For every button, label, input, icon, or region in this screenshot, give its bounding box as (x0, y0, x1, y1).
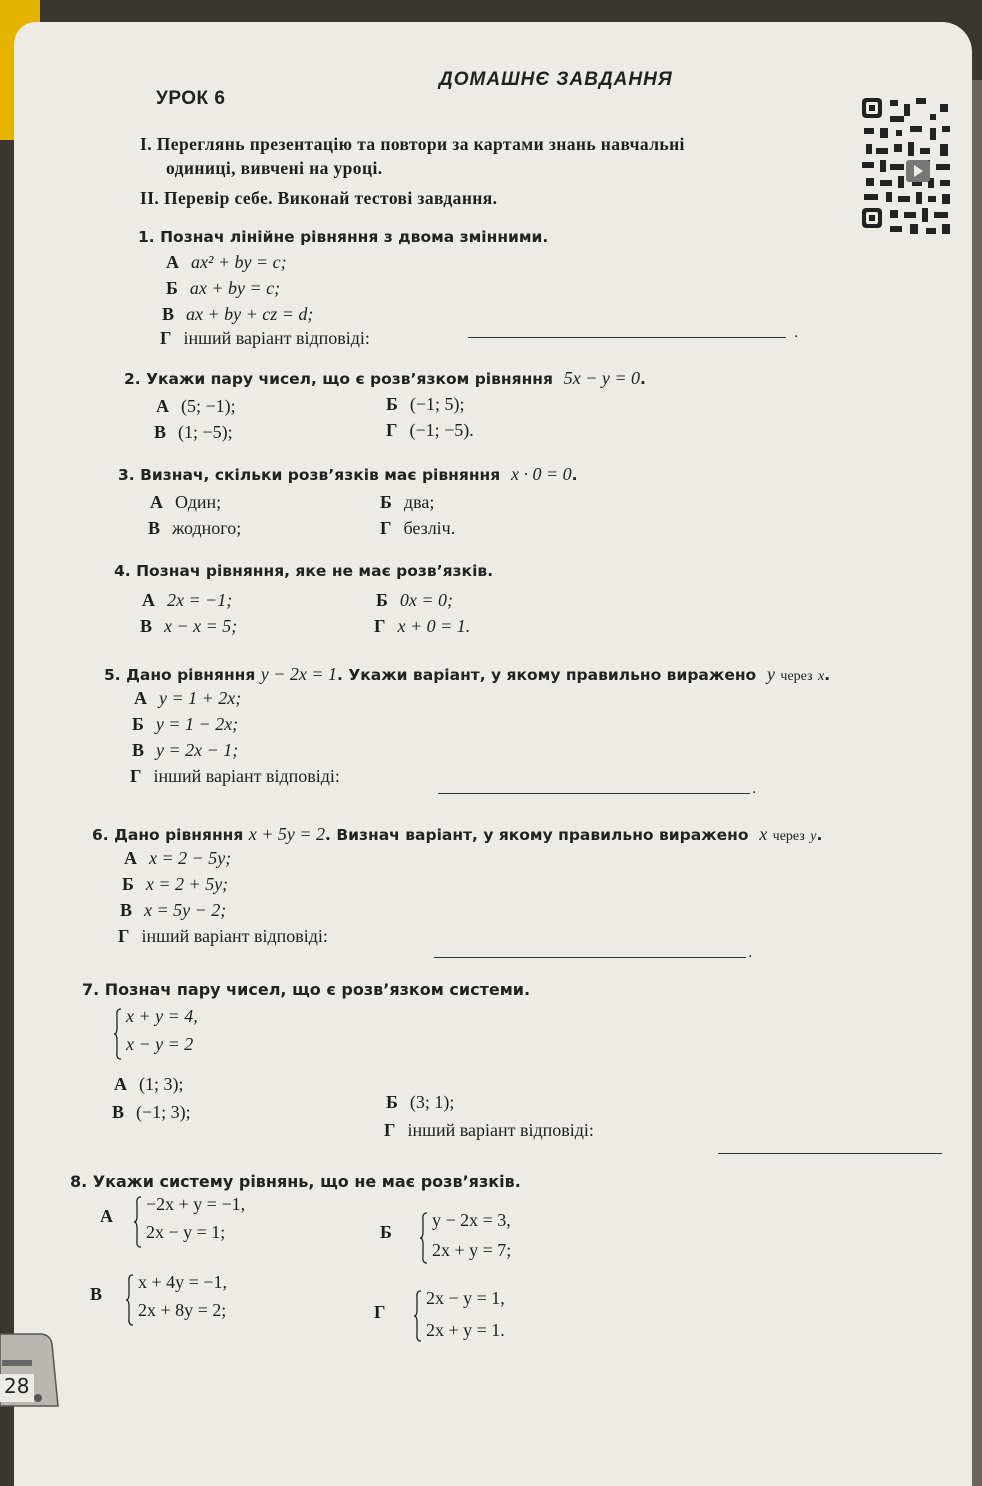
q5-option-b: Б y = 1 − 2x; (132, 714, 239, 734)
question-6: 6. Дано рівняння x + 5y = 2. Визнач варіант, у якому правильно виражено x через y. (92, 824, 823, 844)
q7-option-a: А (1; 3); (114, 1074, 184, 1094)
q7-option-c: В (−1; 3); (112, 1102, 191, 1122)
question-4: 4. Познач рівняння, яке не має розв’язків. (114, 562, 494, 580)
q8-option-d-letter: Г (374, 1302, 386, 1322)
q2-option-a: А (5; −1); (156, 396, 236, 416)
q6-option-a: А x = 2 − 5y; (124, 848, 232, 868)
q1-option-b: Б ax + by = c; (166, 278, 281, 298)
q3-option-c: В жодного; (148, 518, 242, 538)
q1-option-a: А ax² + by = c; (166, 252, 287, 272)
section-1-line-1: І. Переглянь презентацію та повтори за картами знань навчальні (140, 134, 685, 154)
q5-option-c: В y = 2x − 1; (132, 740, 239, 760)
q1-option-d: Г інший варіант відповіді: (160, 328, 370, 348)
qr-code-icon (860, 94, 954, 244)
q8-option-c-system: x + 4y = −1, 2x + 8y = 2; (126, 1272, 306, 1328)
q5-option-d: Г інший варіант відповіді: (130, 766, 340, 786)
q8-option-c-letter: В (90, 1284, 103, 1304)
q4-option-c: В x − x = 5; (140, 616, 238, 636)
question-1: 1. Познач лінійне рівняння з двома змінними. (138, 228, 549, 246)
section-1-line-2: одиниці, вивчені на уроці. (166, 158, 383, 178)
q7-option-d: Г інший варіант відповіді: (384, 1120, 594, 1140)
q4-option-a: А 2x = −1; (142, 590, 233, 610)
q2-option-b: Б (−1; 5); (386, 394, 465, 414)
q2-option-c: В (1; −5); (154, 422, 233, 442)
q3-option-a: А Один; (150, 492, 222, 512)
q8-option-a-letter: А (100, 1206, 113, 1226)
q6-option-b: Б x = 2 + 5y; (122, 874, 229, 894)
q1-option-c: В ax + by + cz = d; (162, 304, 314, 324)
q8-option-b-system: y − 2x = 3, 2x + y = 7; (420, 1210, 600, 1266)
q7-answer-line[interactable] (718, 1152, 942, 1154)
q5-option-a: А y = 1 + 2x; (134, 688, 242, 708)
question-5: 5. Дано рівняння y − 2x = 1. Укажи варіант, у якому правильно виражено y через x. (104, 664, 831, 684)
lesson-number: УРОК 6 (156, 88, 226, 109)
q8-option-d-system: 2x − y = 1, 2x + y = 1. (414, 1288, 594, 1346)
q3-option-d: Г безліч. (380, 518, 456, 538)
q8-option-b-letter: Б (380, 1222, 392, 1242)
q2-option-d: Г (−1; −5). (386, 420, 474, 440)
q4-option-d: Г x + 0 = 1. (374, 616, 471, 636)
q6-option-d: Г інший варіант відповіді: (118, 926, 328, 946)
page-number: 28 (4, 1374, 30, 1398)
q4-option-b: Б 0x = 0; (376, 590, 454, 610)
q7-system: x + y = 4, x − y = 2 (114, 1006, 274, 1062)
section-2: ІІ. Перевір себе. Виконай тестові завдання. (140, 188, 498, 208)
q5-answer-line[interactable] (438, 792, 750, 794)
page-number-badge (0, 1330, 60, 1410)
q8-option-a-system: −2x + y = −1, 2x − y = 1; (134, 1194, 314, 1250)
q1-answer-line[interactable] (468, 336, 786, 338)
question-7: 7. Познач пару чисел, що є розв’язком системи. (82, 980, 531, 999)
q6-answer-line[interactable] (434, 956, 746, 958)
question-8: 8. Укажи систему рівнянь, що не має розв’язків. (70, 1172, 521, 1191)
question-2: 2. Укажи пару чисел, що є розв’язком рівняння 5x − y = 0. (124, 368, 646, 388)
q3-option-b: Б два; (380, 492, 435, 512)
q7-option-b: Б (3; 1); (386, 1092, 455, 1112)
workbook-page: УРОК 6 ДОМАШНЄ ЗАВДАННЯ І. Переглянь презентацію та повтори за картами знань навчальні одиниці, вивчені на уроці. ІІ. Перевір себе. Виконай тестові завдання. 1. Познач лінійне рівняння з двома змінними. А ax² + by = c; Б ax + by = c; В ax + by + cz = d; Г інший варіант відповіді: . 2. Укажи пару чисел, що є розв’язком рівняння 5x − y = 0. А (5; −1); Б (−1; 5); В (1; −5); Г (−1; −5). 3. Визнач, скільки розв’язків має рівняння x · 0 = 0. А Один; Б два; В жодного; Г безліч. 4. Познач рівняння, яке не має розв’язків. А 2x = −1; Б 0x = 0; В x − x = 5; Г x + 0 = 1. 5. Дано рівняння y − 2x = 1. Укажи варіант, у якому правильно виражено y через x. А y = 1 + 2x; Б y = 1 − 2x; В y = 2x − 1; Г інший варіант відповіді: . 6. Дано рівняння x + 5y = 2. Визнач варіант, у якому правильно виражено x через y. А x = 2 − 5y; Б x = 2 + 5y; В x = 5y − 2; Г інший варіант відповіді: . 7. Познач пару чисел, що є розв’язком системи. x + y = 4, x − y = 2 А (1; 3); Б (3; 1); В (−1; 3); Г інший варіант відповіді: 8. Укажи систему рівнянь, що не має розв’язків. А −2x + y = −1, 2x − y = 1; Б y − 2x = 3, 2x + y = 7; В x + 4y = −1, 2x + 8y = 2; Г 2x − y = 1, 2x + y = 1. (14, 22, 972, 1486)
calculator-icon (0, 1330, 60, 1410)
q6-option-c: В x = 5y − 2; (120, 900, 227, 920)
question-3: 3. Визнач, скільки розв’язків має рівняння x · 0 = 0. (118, 464, 578, 484)
page-title: ДОМАШНЄ ЗАВДАННЯ (439, 69, 673, 90)
